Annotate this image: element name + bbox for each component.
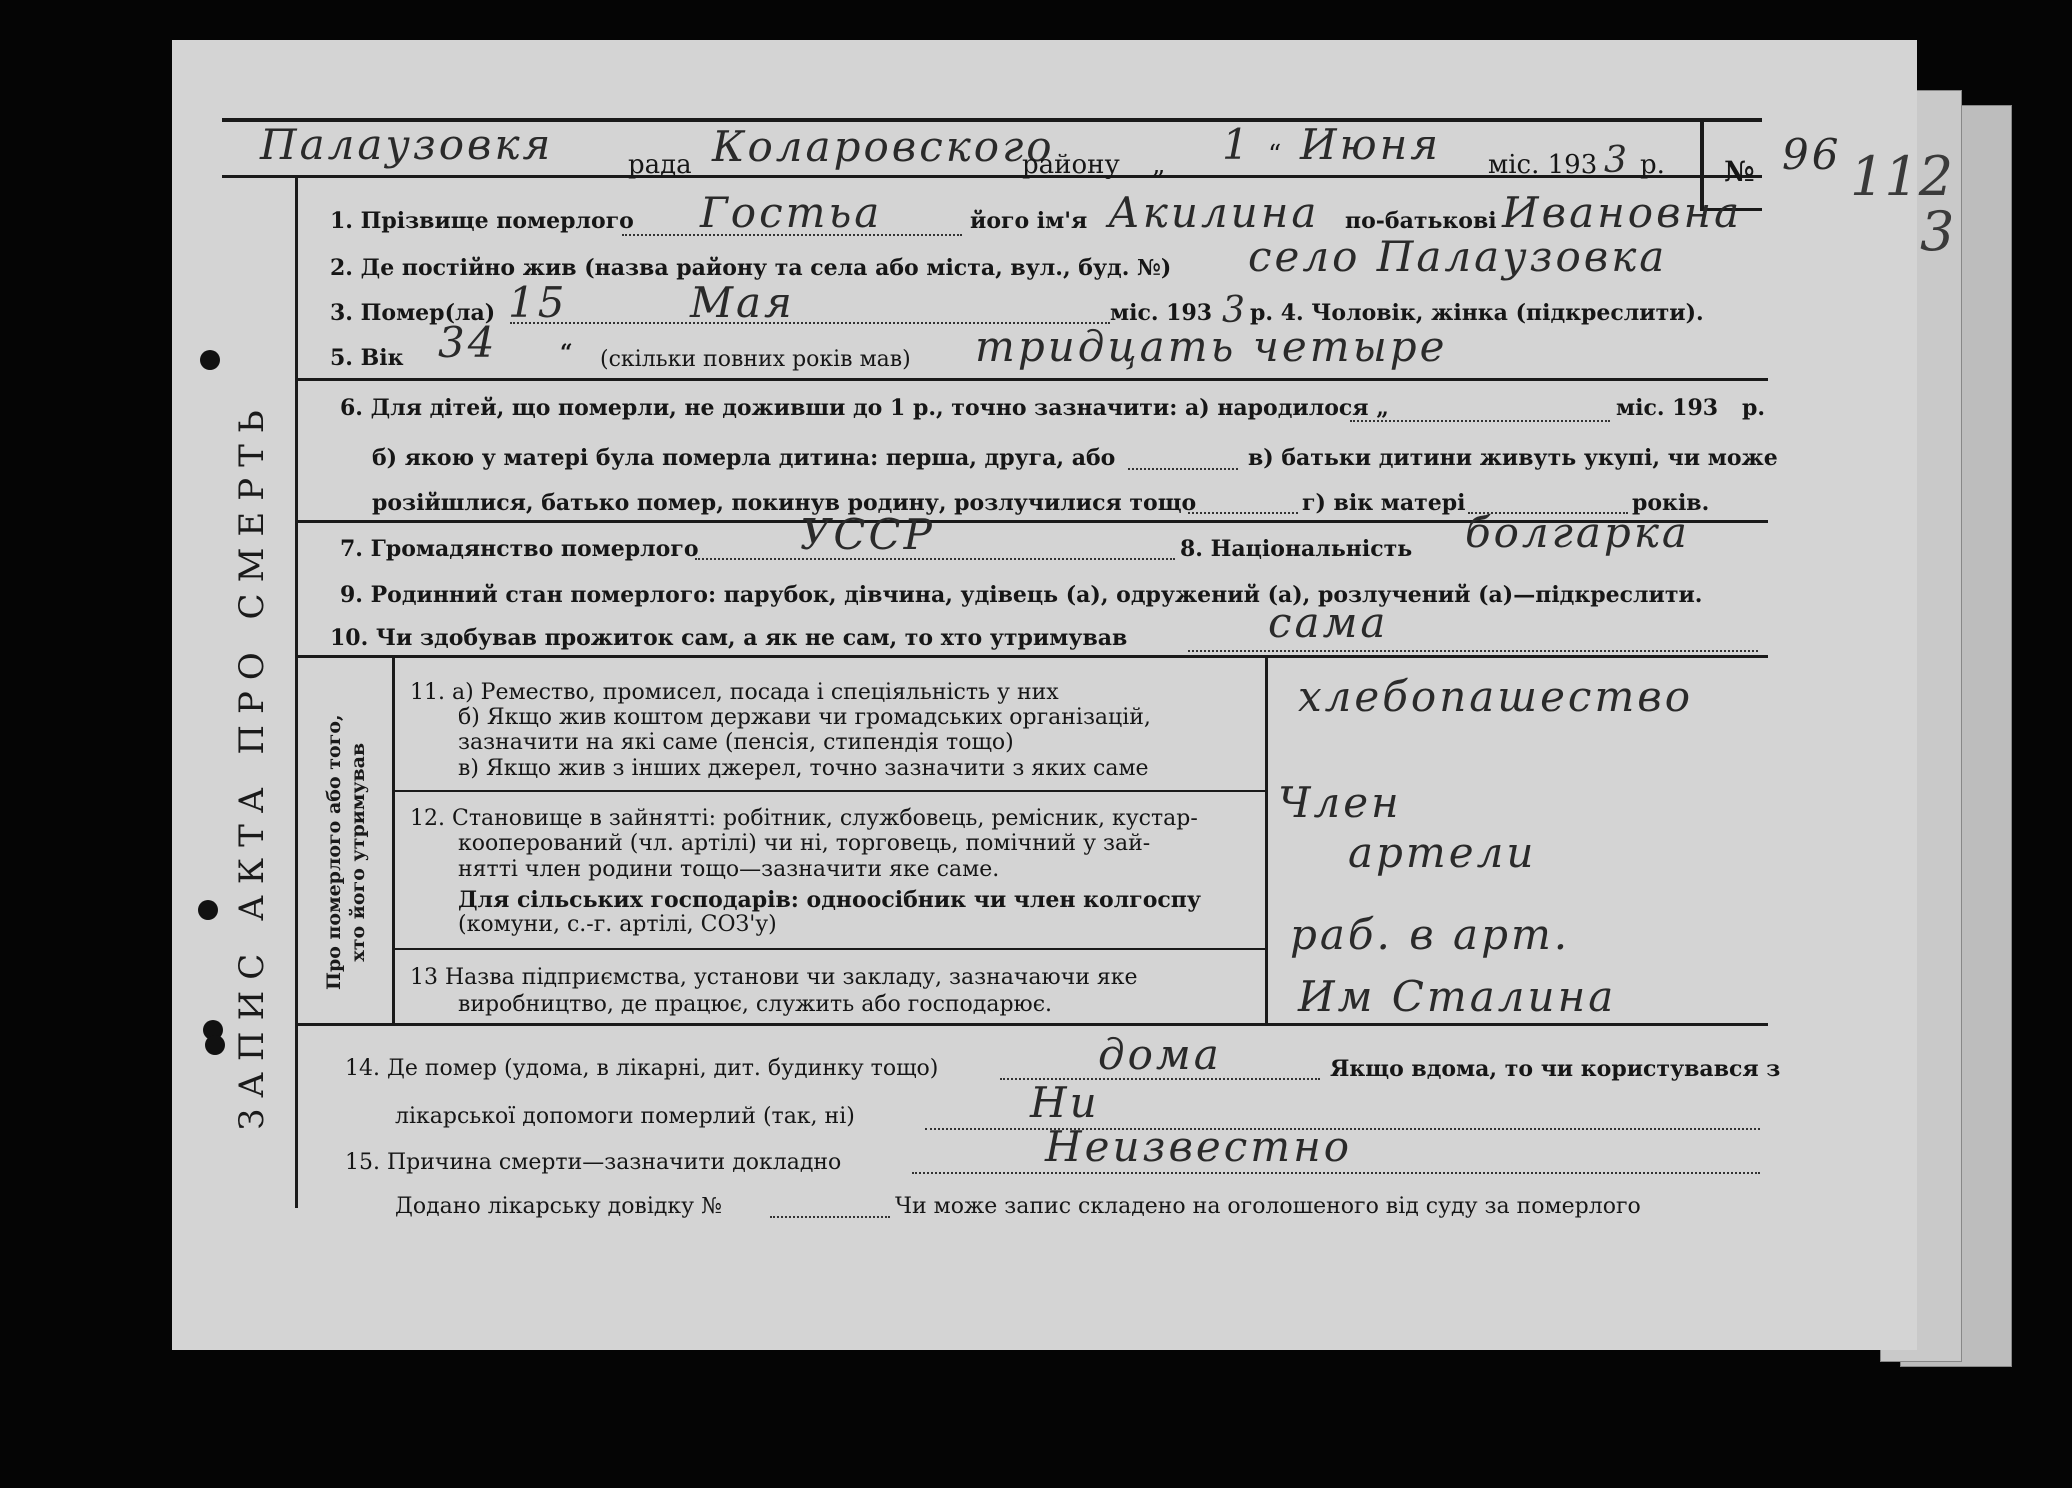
row9-label: 9. Родинний стан померлого: парубок, дівчина, удівець (а), одружений (а), розлучений (а)—підкреслити. xyxy=(340,582,1703,608)
death-reg-day: 1 xyxy=(1222,120,1252,169)
punch-hole xyxy=(205,1035,225,1055)
deceased-name: Акилина xyxy=(1108,188,1320,237)
number-label: № xyxy=(1724,155,1755,188)
row11-line3: зазначити на які саме (пенсія, стипендія тощо) xyxy=(458,730,1014,755)
row5-label: 5. Вік xyxy=(330,345,404,371)
employment-value-2: артели xyxy=(1348,828,1537,877)
row12-line4: Для сільських господарів: одноосібник чи член колгоспу xyxy=(458,887,1201,913)
row6-line2: б) якою у матері була померла дитина: перша, друга, або xyxy=(372,445,1116,471)
row3-year-label: міс. 193 xyxy=(1110,300,1213,326)
row12-line5: (комуни, с.-г. артілі, СОЗ'у) xyxy=(458,912,777,937)
row13-line1: 13 Назва підприємства, установи чи закладу, зазначаючи яке xyxy=(410,965,1138,990)
side-column-rule xyxy=(295,178,298,1208)
age-value: 34 xyxy=(438,318,498,367)
residence-value: село Палаузовка xyxy=(1248,232,1668,281)
row11-line4: в) Якщо жив з інших джерел, точно зазначити з яких саме xyxy=(458,756,1149,781)
row12-line1: 12. Становище в зайнятті: робітник, службовець, ремісник, кустар- xyxy=(410,806,1198,831)
employment-value-3: раб. в арт. xyxy=(1290,910,1571,959)
row1-patronymic-label: по-батькові xyxy=(1345,208,1497,234)
fill-line xyxy=(912,1172,1760,1174)
side-subtitle-line1: Про померлого або того, xyxy=(323,714,345,990)
row1-name-label: його ім'я xyxy=(970,208,1088,234)
inner-value-col-rule xyxy=(1265,655,1268,1025)
fill-line xyxy=(1188,650,1758,652)
inner-col-rule xyxy=(392,655,395,1025)
row1-label: 1. Прізвище померлого xyxy=(330,208,634,234)
medical-help-value: Ни xyxy=(1030,1078,1100,1127)
section-rule xyxy=(298,1023,1768,1026)
side-subtitle xyxy=(322,714,370,990)
row13-line2: виробництво, де працює, служить або господарює. xyxy=(458,992,1053,1017)
row16-label: Додано лікарську довідку № xyxy=(395,1194,722,1219)
place-of-death-value: дома xyxy=(1098,1030,1222,1079)
deceased-patronymic: Ивановна xyxy=(1502,188,1743,237)
row2-label: 2. Де постійно жив (назва району та села або міста, вул., буд. №) xyxy=(330,255,1172,281)
fill-line xyxy=(695,558,1175,560)
side-subtitle-line2: хто його утримував xyxy=(347,742,369,962)
row6-line3c: років. xyxy=(1632,490,1710,516)
death-month: Мая xyxy=(690,278,795,327)
employment-value-1: Член xyxy=(1278,778,1402,827)
inner-row-rule xyxy=(392,790,1267,792)
workplace-value: Им Сталина xyxy=(1298,972,1617,1021)
day-open-quote: „ xyxy=(1152,150,1166,180)
deceased-surname: Гостьа xyxy=(700,188,883,237)
rada-name: Палаузовкя xyxy=(260,120,554,169)
row14-label: 14. Де помер (удома, в лікарні, дит. будинку тощо) xyxy=(345,1056,939,1081)
row12-line2: кооперований (чл. артілі) чи ні, торговець, помічний у зай- xyxy=(458,831,1151,856)
row6-line1-year: міс. 193 xyxy=(1616,395,1719,421)
rada-label: рада xyxy=(628,150,692,180)
row10-label: 10. Чи здобував прожиток сам, а як не сам, то хто утримував xyxy=(330,625,1128,651)
section-rule xyxy=(298,378,1768,381)
punch-hole xyxy=(198,900,218,920)
year-suffix: р. xyxy=(1640,150,1665,180)
year-digit: 3 xyxy=(1604,140,1630,181)
row14-right: Якщо вдома, то чи користувався з xyxy=(1330,1056,1781,1082)
inner-row-rule xyxy=(392,948,1267,950)
record-number: 96 xyxy=(1782,130,1842,179)
nationality-value: болгарка xyxy=(1465,508,1690,557)
row6-line3: розійшлися, батько помер, покинув родину, розлучилися тощо xyxy=(372,490,1197,516)
side-title: ЗАПИС АКТА ПРО СМЕРТЬ xyxy=(232,399,272,1130)
fill-line xyxy=(1128,468,1238,470)
row3-sex-label: р. 4. Чоловік, жінка (підкреслити). xyxy=(1250,300,1704,326)
row12-line3: нятті член родини тощо—зазначити яке саме. xyxy=(458,857,1000,882)
row8-label: 8. Національність xyxy=(1180,536,1413,562)
year-label: міс. 193 xyxy=(1488,150,1598,180)
row11-line1: 11. а) Ремество, промисел, посада і спеціяльність у них xyxy=(410,680,1059,705)
row5-quote: “ xyxy=(560,340,573,366)
row3-label: 3. Помер(ла) xyxy=(330,300,496,326)
row7-label: 7. Громадянство померлого xyxy=(340,536,699,562)
citizenship-value: УССР xyxy=(800,510,935,559)
row11-line2: б) Якщо жив коштом держави чи громадських організацій, xyxy=(458,705,1151,730)
cause-of-death-value: Неизвестно xyxy=(1045,1122,1353,1171)
row6-line3b: г) вік матері xyxy=(1302,490,1466,516)
section-rule xyxy=(298,655,1768,658)
fill-line xyxy=(1188,512,1298,514)
fill-line xyxy=(622,234,962,236)
age-words: тридцать четыре xyxy=(975,322,1448,371)
fill-line xyxy=(770,1216,890,1218)
row6-line1-r: р. xyxy=(1742,395,1766,421)
death-year-digit: 3 xyxy=(1222,290,1248,331)
margin-number-2: 3 xyxy=(1920,200,1955,263)
occupation-value: хлебопашество xyxy=(1298,672,1694,721)
row6-line2b: в) батьки дитини живуть укупі, чи може xyxy=(1248,445,1778,471)
punch-hole xyxy=(200,350,220,370)
death-reg-month: Июня xyxy=(1300,120,1442,169)
day-close-quote: “ xyxy=(1268,140,1282,170)
death-day: 15 xyxy=(508,278,568,327)
rayon-label: району xyxy=(1022,150,1120,180)
row5-hint: (скільки повних років мав) xyxy=(600,347,911,372)
row14-line2: лікарської допомоги померлий (так, ні) xyxy=(395,1104,855,1129)
margin-number: 112 xyxy=(1850,145,1954,208)
rayon-name: Коларовского xyxy=(712,122,1055,171)
support-value: сама xyxy=(1268,598,1389,647)
row16-right: Чи може запис складено на оголошеного від суду за померлого xyxy=(895,1194,1641,1219)
row6-line1: 6. Для дітей, що померли, не доживши до 1 р., точно зазначити: а) народилося „ xyxy=(340,395,1389,421)
row15-label: 15. Причина смерти—зазначити докладно xyxy=(345,1150,842,1175)
fill-line xyxy=(1350,420,1610,422)
